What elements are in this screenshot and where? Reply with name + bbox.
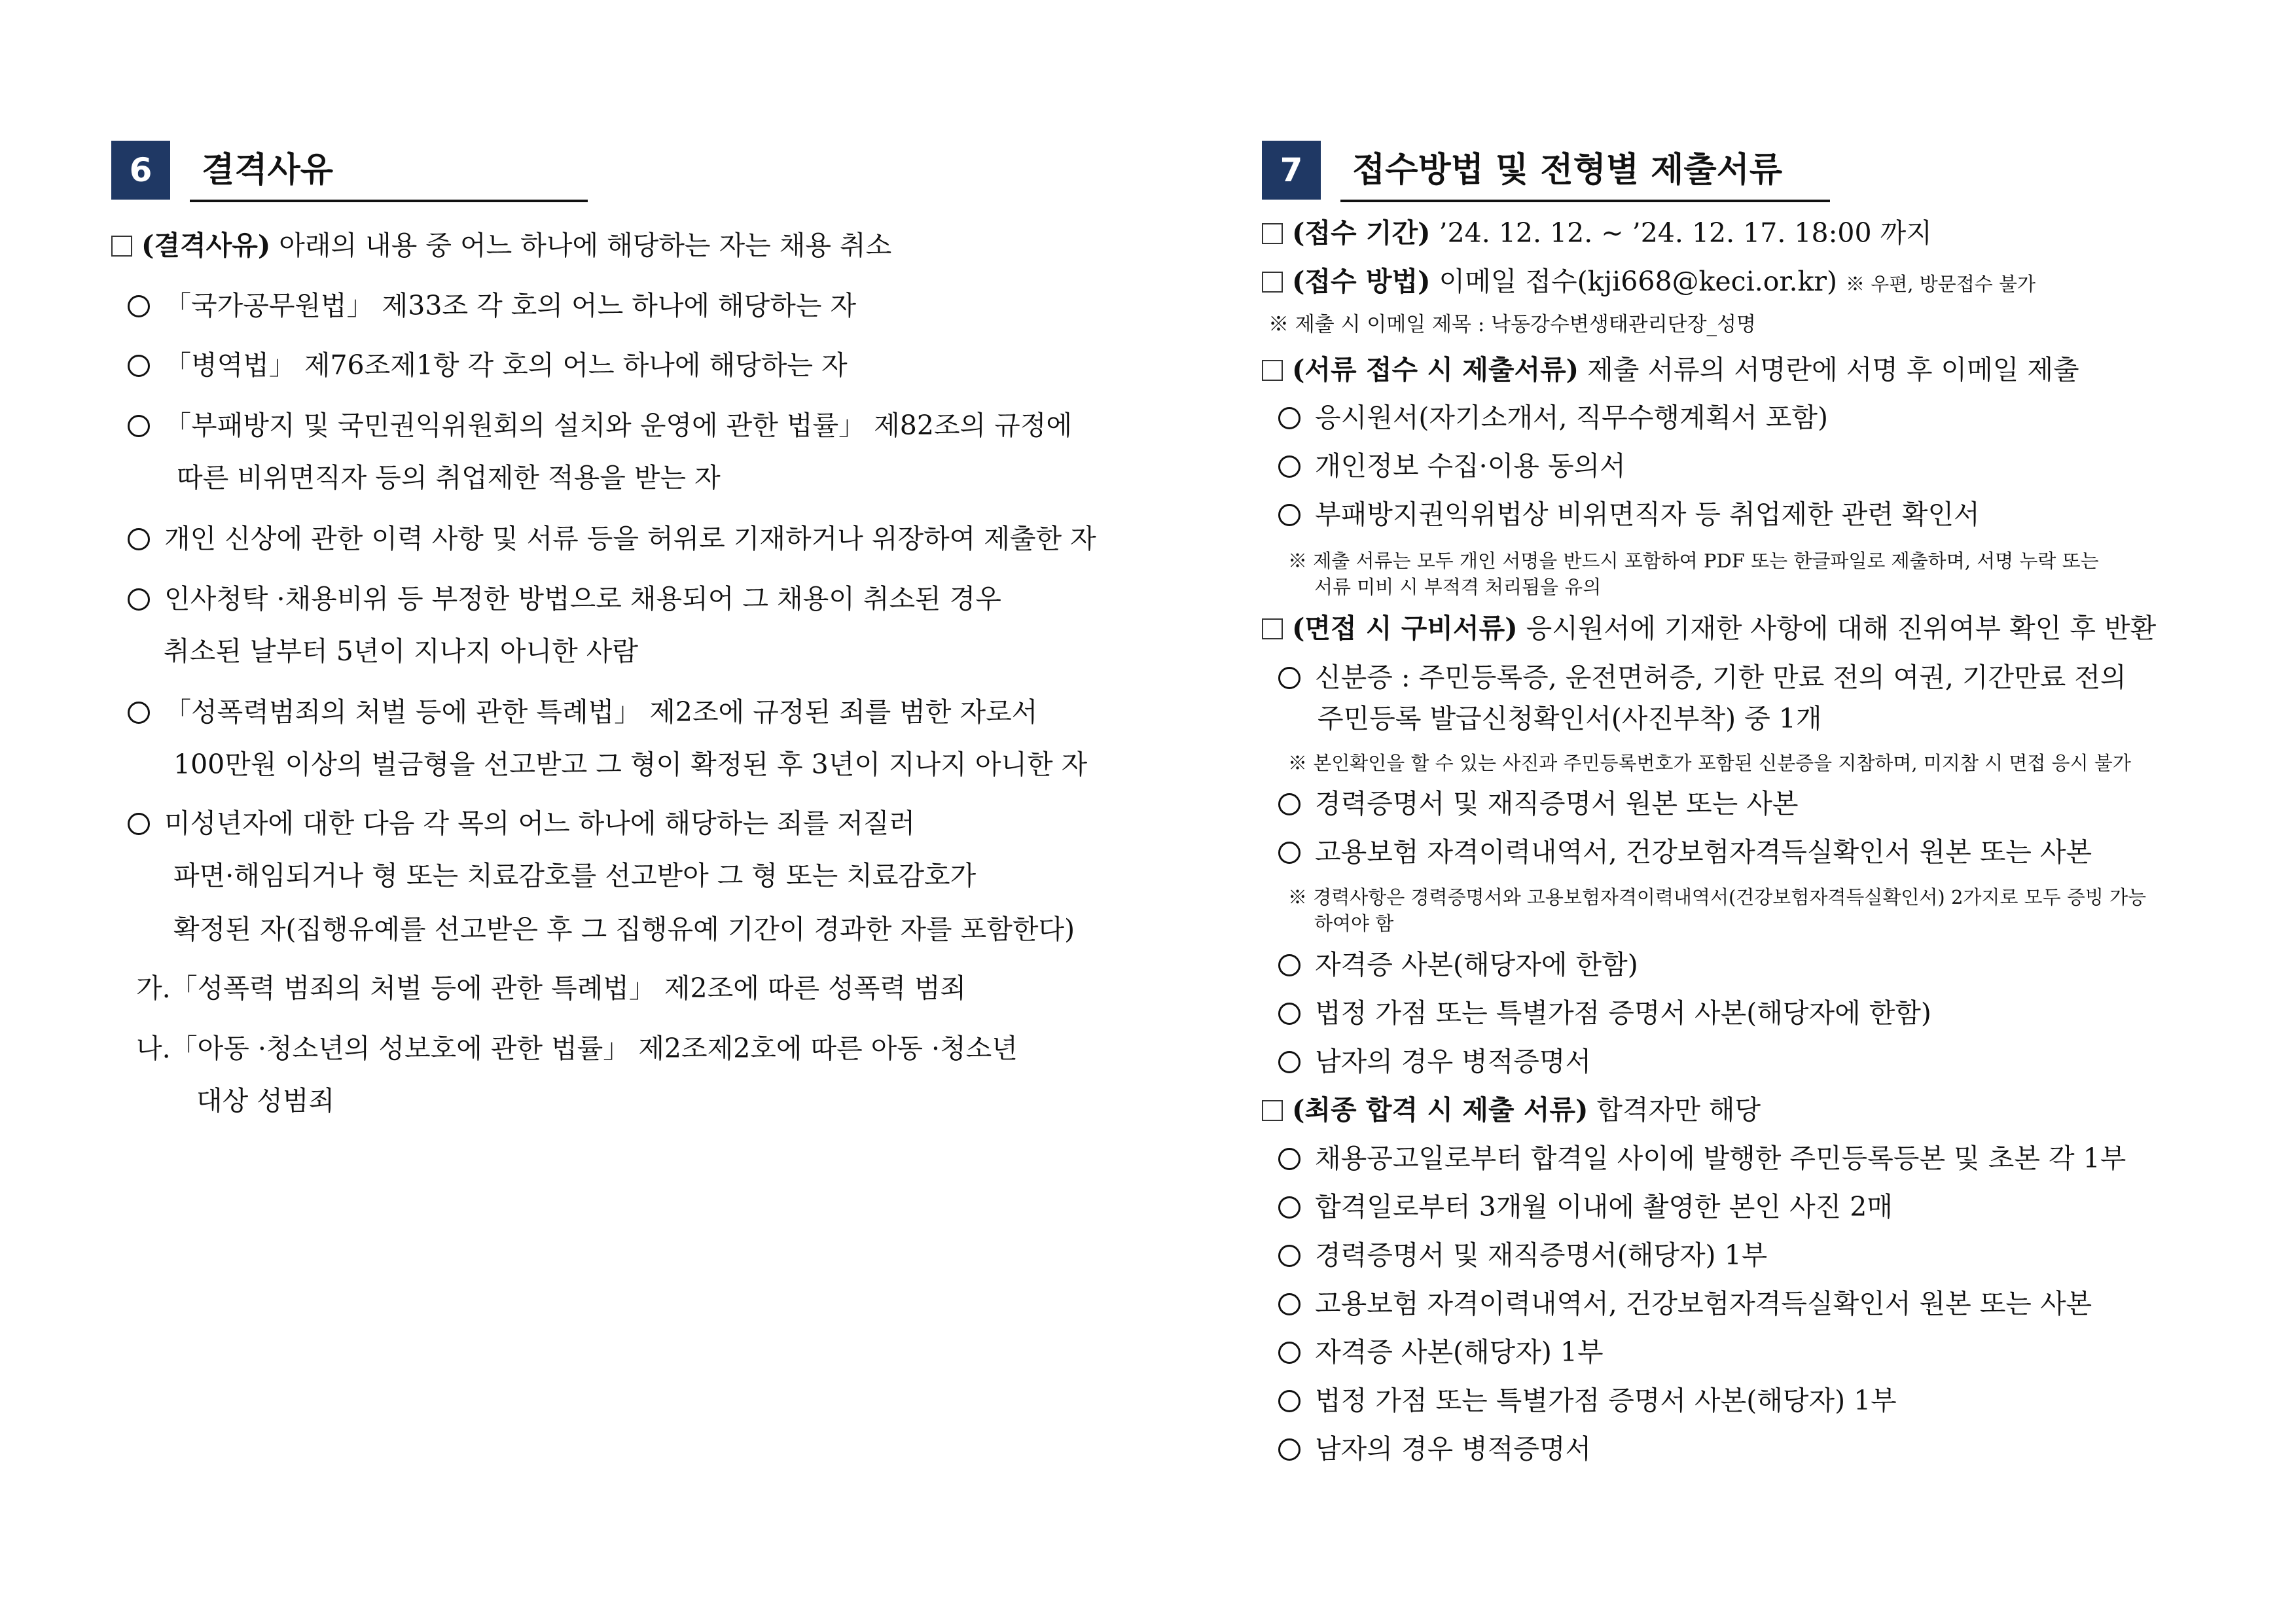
interview-heading: (면접 시 구비서류) 응시원서에 기재한 사항에 대해 진위여부 확인 후 반환	[1262, 609, 2156, 648]
circle-bullet-icon	[1278, 667, 1300, 689]
checkbox-square-icon	[1262, 360, 1283, 381]
checkbox-square-icon	[1262, 223, 1283, 244]
list-item-continuation: 100만원 이상의 벌금형을 선고받고 그 형이 확정된 후 3년이 지나지 아니한 자	[173, 749, 1088, 780]
list-item: 「국가공무원법」 제33조 각 호의 어느 하나에 해당하는 자	[128, 286, 856, 325]
list-item: 합격일로부터 3개월 이내에 촬영한 본인 사진 2매	[1278, 1187, 1893, 1226]
circle-bullet-icon	[1278, 1342, 1300, 1364]
list-item: 법정 가점 또는 특별가점 증명서 사본(해당자) 1부	[1278, 1381, 1897, 1420]
circle-bullet-icon	[128, 528, 150, 550]
list-item-continuation: 취소된 날부터 5년이 지나지 아니한 사람	[164, 635, 638, 667]
list-item: 「병역법」 제76조제1항 각 호의 어느 하나에 해당하는 자	[128, 346, 848, 385]
list-item: 남자의 경우 병적증명서	[1278, 1429, 1591, 1469]
list-item: 신분증 : 주민등록증, 운전면허증, 기한 만료 전의 여권, 기간만료 전의	[1278, 658, 2126, 697]
list-item: 부패방지권익위법상 비위면직자 등 취업제한 관련 확인서	[1278, 495, 1980, 534]
list-item: 미성년자에 대한 다음 각 목의 어느 하나에 해당하는 죄를 저질러	[128, 804, 915, 843]
circle-bullet-icon	[1278, 1003, 1300, 1025]
list-item: 자격증 사본(해당자에 한함)	[1278, 945, 1638, 984]
list-item: 고용보험 자격이력내역서, 건강보험자격득실확인서 원본 또는 사본	[1278, 1284, 2092, 1323]
circle-bullet-icon	[128, 295, 150, 317]
list-item: 「성폭력범죄의 처벌 등에 관한 특례법」 제2조에 규정된 죄를 범한 자로서	[128, 692, 1037, 732]
section-number-badge: 7	[1262, 141, 1321, 200]
list-item: 경력증명서 및 재직증명서(해당자) 1부	[1278, 1236, 1767, 1275]
list-item: 「부패방지 및 국민권익위원회의 설치와 운영에 관한 법률」 제82조의 규정에	[128, 406, 1072, 445]
circle-bullet-icon	[1278, 1245, 1300, 1267]
section-title: 접수방법 및 전형별 제출서류	[1340, 141, 1830, 202]
circle-bullet-icon	[128, 355, 150, 377]
circle-bullet-icon	[128, 588, 150, 611]
list-item-continuation: 따른 비위면직자 등의 취업제한 적용을 받는 자	[177, 462, 721, 493]
application-period: (접수 기간) ’24. 12. 12. ~ ’24. 12. 17. 18:00 까지	[1262, 213, 1932, 253]
application-method: (접수 방법) 이메일 접수(kji668@keci.or.kr) ※ 우편, 방문접수 불가	[1262, 262, 2036, 304]
list-item: 응시원서(자기소개서, 직무수행계획서 포함)	[1278, 398, 1828, 437]
career-note: ※ 경력사항은 경력증명서와 고용보험자격이력내역서(건강보험자격득실확인서) 2가지로 모두 증빙 가능	[1288, 886, 2147, 908]
list-item-continuation: 주민등록 발급신청확인서(사진부착) 중 1개	[1318, 703, 1822, 734]
list-item: 개인정보 수집·이용 동의서	[1278, 446, 1626, 486]
circle-bullet-icon	[128, 415, 150, 437]
circle-bullet-icon	[1278, 1148, 1300, 1170]
checkbox-square-icon	[1262, 618, 1283, 639]
id-note: ※ 본인확인을 할 수 있는 사진과 주민등록번호가 포함된 신분증을 지참하며, 미지참 시 면접 응시 불가	[1288, 752, 2131, 774]
list-item: 인사청탁 ·채용비위 등 부정한 방법으로 채용되어 그 채용이 취소된 경우	[128, 579, 1001, 618]
list-item-continuation: 확정된 자(집행유예를 선고받은 후 그 집행유예 기간이 경과한 자를 포함한다)	[173, 914, 1075, 945]
sub-list-item-continuation: 대상 성범죄	[196, 1085, 335, 1116]
circle-bullet-icon	[1278, 407, 1300, 429]
list-item: 법정 가점 또는 특별가점 증명서 사본(해당자에 한함)	[1278, 993, 1931, 1033]
section-number-badge: 6	[111, 141, 170, 200]
documents-note-continuation: 서류 미비 시 부적격 처리됨을 유의	[1314, 576, 1602, 598]
list-item: 채용공고일로부터 합격일 사이에 발행한 주민등록등본 및 초본 각 1부	[1278, 1139, 2126, 1178]
section-title: 결격사유	[190, 141, 588, 202]
list-item: 경력증명서 및 재직증명서 원본 또는 사본	[1278, 784, 1798, 823]
list-item: 고용보험 자격이력내역서, 건강보험자격득실확인서 원본 또는 사본	[1278, 832, 2092, 872]
checkbox-square-icon	[111, 236, 132, 257]
list-item: 자격증 사본(해당자) 1부	[1278, 1332, 1604, 1372]
circle-bullet-icon	[1278, 1051, 1300, 1073]
documents-note: ※ 제출 서류는 모두 개인 서명을 반드시 포함하여 PDF 또는 한글파일로 제출하며, 서명 누락 또는	[1288, 550, 2099, 572]
list-item: 개인 신상에 관한 이력 사항 및 서류 등을 허위로 기재하거나 위장하여 제출한 자	[128, 519, 1096, 558]
circle-bullet-icon	[1278, 504, 1300, 526]
circle-bullet-icon	[1278, 954, 1300, 976]
circle-bullet-icon	[128, 813, 150, 835]
circle-bullet-icon	[1278, 455, 1300, 478]
email-subject-note: ※ 제출 시 이메일 제목 : 낙동강수변생태관리단장_성명	[1268, 313, 1756, 336]
circle-bullet-icon	[1278, 1390, 1300, 1412]
circle-bullet-icon	[1278, 1293, 1300, 1315]
sub-list-item: 가.「성폭력 범죄의 처벌 등에 관한 특례법」 제2조에 따른 성폭력 범죄	[136, 972, 967, 1004]
disqualification-heading: (결격사유) 아래의 내용 중 어느 하나에 해당하는 자는 채용 취소	[111, 226, 891, 265]
final-heading: (최종 합격 시 제출 서류) 합격자만 해당	[1262, 1090, 1761, 1130]
circle-bullet-icon	[1278, 842, 1300, 864]
circle-bullet-icon	[128, 702, 150, 724]
documents-heading: (서류 접수 시 제출서류) 제출 서류의 서명란에 서명 후 이메일 제출	[1262, 350, 2079, 389]
circle-bullet-icon	[1278, 1196, 1300, 1219]
list-item-continuation: 파면·해임되거나 형 또는 치료감호를 선고받아 그 형 또는 치료감호가	[173, 860, 977, 891]
sub-list-item: 나.「아동 ·청소년의 성보호에 관한 법률」 제2조제2호에 따른 아동 ·청소년	[136, 1033, 1018, 1064]
circle-bullet-icon	[1278, 1438, 1300, 1461]
checkbox-square-icon	[1262, 272, 1283, 293]
career-note-continuation: 하여야 함	[1314, 912, 1394, 935]
circle-bullet-icon	[1278, 793, 1300, 815]
list-item: 남자의 경우 병적증명서	[1278, 1042, 1591, 1081]
checkbox-square-icon	[1262, 1100, 1283, 1121]
